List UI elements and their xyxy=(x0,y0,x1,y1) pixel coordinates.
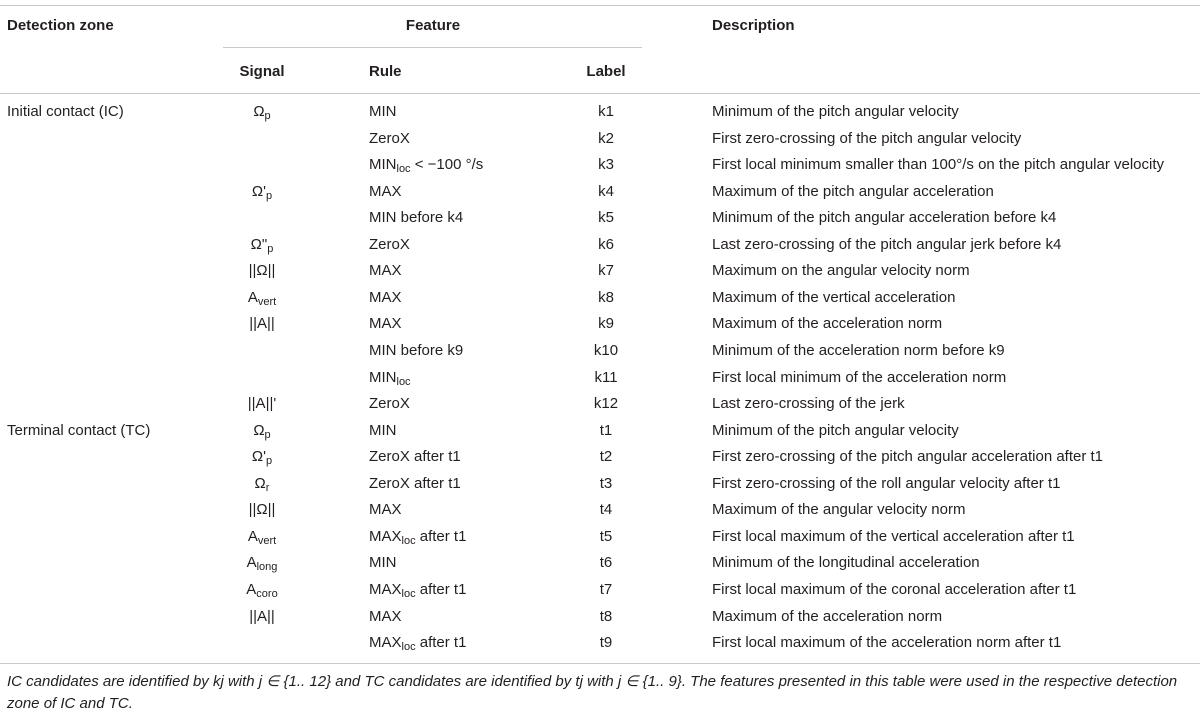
description-cell: Last zero-crossing of the jerk xyxy=(712,395,905,413)
signal-subscript: p xyxy=(267,242,274,255)
header-label: Label xyxy=(586,63,626,80)
signal-subscript: long xyxy=(256,561,278,574)
signal-symbol: ||A|| xyxy=(249,315,275,333)
description-cell: Last zero-crossing of the pitch angular jerk before k4 xyxy=(712,235,1062,253)
rule-text: MAX xyxy=(369,262,402,280)
signal-cell xyxy=(247,554,278,572)
rule-cell xyxy=(369,395,410,413)
rule-text: MIN xyxy=(369,156,397,174)
signal-cell xyxy=(255,475,270,493)
label-cell: t5 xyxy=(599,527,613,545)
header-description: Description xyxy=(712,17,795,34)
description-cell: Maximum of the pitch angular acceleration xyxy=(712,182,994,200)
signal-cell xyxy=(248,289,276,307)
rule-text: MAX xyxy=(369,634,402,651)
signal-cell xyxy=(252,448,272,466)
label-cell: k2 xyxy=(598,129,614,147)
rule-cell xyxy=(369,448,461,466)
description-cell: Minimum of the pitch angular acceleration before k4 xyxy=(712,209,1057,227)
feature-span-rule xyxy=(223,47,642,48)
description-cell: Minimum of the pitch angular velocity xyxy=(712,421,959,439)
description-cell: First zero-crossing of the pitch angular acceleration after t1 xyxy=(712,448,1104,466)
description-cell: First zero-crossing of the pitch angular velocity xyxy=(712,129,1022,147)
label-cell: t3 xyxy=(599,474,613,492)
header-feature: Feature xyxy=(405,17,461,34)
rule-cell xyxy=(369,554,397,572)
signal-cell xyxy=(251,236,274,254)
rule-text: MIN xyxy=(369,554,397,572)
description-cell: Maximum on the angular velocity norm xyxy=(712,262,970,280)
label-cell: t8 xyxy=(599,607,613,625)
rule-cell xyxy=(369,634,466,652)
signal-symbol: ||A||' xyxy=(247,395,277,413)
rule-cell xyxy=(369,528,466,546)
table-caption: IC candidates are identified by kj with j ∈ {1.. 12} and TC candidates are identified by tj with j ∈ {1.. 9}. The features presented in this table were used in the respective detection zone of IC and TC. xyxy=(7,673,1178,712)
rule-suffix: after t1 xyxy=(415,634,467,651)
signal-symbol: Ω' xyxy=(251,182,266,200)
description-cell: Minimum of the pitch angular velocity xyxy=(712,103,959,120)
label-cell: k3 xyxy=(598,156,614,174)
rule-text: MIN xyxy=(369,368,397,386)
description-cell: First local maximum of the acceleration norm after t1 xyxy=(712,634,1062,651)
label-cell: k12 xyxy=(593,395,619,413)
rule-subscript: loc xyxy=(401,641,416,653)
rule-cell xyxy=(369,262,402,280)
description-cell: First local minimum of the acceleration norm xyxy=(712,368,1007,386)
rule-text: MIN before k9 xyxy=(369,342,464,359)
signal-symbol: Ω' xyxy=(251,448,266,466)
signal-cell xyxy=(248,528,276,546)
signal-subscript: p xyxy=(265,455,273,468)
rule-cell xyxy=(369,581,466,599)
label-cell: t1 xyxy=(599,421,613,439)
header-detection-zone: Detection zone xyxy=(7,17,114,34)
label-cell: k5 xyxy=(598,209,614,227)
rule-text: MAX xyxy=(369,607,402,625)
rule-text: MAX xyxy=(369,182,402,200)
signal-symbol: ||A|| xyxy=(249,607,275,625)
rule-text: ZeroX xyxy=(369,395,410,413)
rule-cell xyxy=(369,103,397,121)
signal-cell xyxy=(249,262,276,280)
description-cell: Maximum of the vertical acceleration xyxy=(712,288,956,306)
rule-suffix: < −100 °/s xyxy=(410,156,484,174)
description-cell: Minimum of the acceleration norm before k9 xyxy=(712,342,1005,359)
signal-cell xyxy=(246,581,277,599)
rule-cell xyxy=(369,475,461,493)
description-cell: Minimum of the longitudinal acceleration xyxy=(712,554,980,572)
signal-symbol: Ω xyxy=(253,421,265,439)
rule-text: MIN before k4 xyxy=(369,209,464,227)
rule-suffix: after t1 xyxy=(415,580,467,598)
rule-text: MAX xyxy=(369,580,402,598)
rule-cell xyxy=(369,315,402,333)
rule-subscript: loc xyxy=(401,534,416,547)
rule-cell xyxy=(369,342,463,360)
rule-text: ZeroX after t1 xyxy=(369,448,461,466)
rule-text: ZeroX after t1 xyxy=(369,474,461,492)
rule-text: MAX xyxy=(369,288,402,306)
signal-subscript: p xyxy=(265,189,273,202)
signal-subscript: vert xyxy=(257,295,277,308)
rule-cell xyxy=(369,608,402,626)
signal-subscript: p xyxy=(264,428,271,441)
label-cell: k11 xyxy=(594,368,618,386)
signal-symbol: Ω xyxy=(254,474,266,492)
zone-cell: Initial contact (IC) xyxy=(7,103,124,120)
rule-cell xyxy=(369,369,411,387)
label-cell: t9 xyxy=(599,634,613,651)
rule-text: MIN xyxy=(369,421,397,439)
rule-text: MAX xyxy=(369,315,402,333)
signal-cell xyxy=(249,501,276,519)
description-cell: Maximum of the acceleration norm xyxy=(712,315,943,333)
signal-subscript: coro xyxy=(256,587,278,600)
description-cell: First local maximum of the coronal acceleration after t1 xyxy=(712,580,1077,598)
zone-cell: Terminal contact (TC) xyxy=(7,421,151,439)
rule-text: ZeroX xyxy=(369,235,410,253)
signal-symbol: Ω" xyxy=(250,235,268,253)
rule-cell xyxy=(369,209,463,227)
signal-cell xyxy=(253,422,270,440)
signal-symbol: ||Ω|| xyxy=(248,501,276,519)
signal-subscript: vert xyxy=(257,534,277,547)
rule-cell xyxy=(369,501,402,519)
rule-text: ZeroX xyxy=(369,129,410,147)
header-bottom-rule xyxy=(0,93,1200,94)
rule-subscript: loc xyxy=(396,375,411,388)
description-cell: Maximum of the angular velocity norm xyxy=(712,501,966,519)
label-cell: t2 xyxy=(599,448,613,466)
header-signal: Signal xyxy=(239,63,285,80)
label-cell: k1 xyxy=(598,103,614,120)
rule-subscript: loc xyxy=(396,163,411,176)
rule-cell xyxy=(369,422,397,440)
description-cell: First zero-crossing of the roll angular velocity after t1 xyxy=(712,474,1061,492)
label-cell: t7 xyxy=(599,580,613,598)
rule-subscript: loc xyxy=(401,587,416,600)
signal-symbol: ||Ω|| xyxy=(248,262,276,280)
signal-symbol: A xyxy=(246,554,257,572)
label-cell: k6 xyxy=(598,235,614,253)
signal-subscript: r xyxy=(265,481,270,494)
signal-symbol: A xyxy=(247,288,258,306)
description-cell: First local minimum smaller than 100°/s on the pitch angular velocity xyxy=(712,156,1165,174)
label-cell: k9 xyxy=(598,315,614,333)
signal-cell xyxy=(248,395,276,413)
signal-subscript: p xyxy=(264,110,271,122)
signal-cell xyxy=(249,315,275,333)
label-cell: t6 xyxy=(599,554,613,572)
description-cell: First local maximum of the vertical acceleration after t1 xyxy=(712,527,1075,545)
rule-text: MIN xyxy=(369,103,397,120)
label-cell: k8 xyxy=(598,288,614,306)
rule-cell xyxy=(369,236,410,254)
signal-cell xyxy=(252,183,272,201)
label-cell: k7 xyxy=(598,262,614,280)
header-rule: Rule xyxy=(369,63,402,80)
signal-symbol: A xyxy=(246,580,257,598)
rule-cell xyxy=(369,156,483,174)
rule-text: MAX xyxy=(369,527,402,545)
rule-cell xyxy=(369,130,410,148)
label-cell: k4 xyxy=(598,182,614,200)
table-bottom-rule xyxy=(0,663,1200,664)
rule-text: MAX xyxy=(369,501,402,519)
label-cell: t4 xyxy=(599,501,613,519)
label-cell: k10 xyxy=(593,342,619,359)
signal-symbol: A xyxy=(247,527,258,545)
top-rule xyxy=(0,5,1200,6)
description-cell: Maximum of the acceleration norm xyxy=(712,607,943,625)
signal-cell xyxy=(249,608,275,626)
rule-cell xyxy=(369,183,402,201)
rule-suffix: after t1 xyxy=(415,527,467,545)
signal-cell xyxy=(253,103,270,121)
signal-symbol: Ω xyxy=(253,103,265,120)
rule-cell xyxy=(369,289,402,307)
